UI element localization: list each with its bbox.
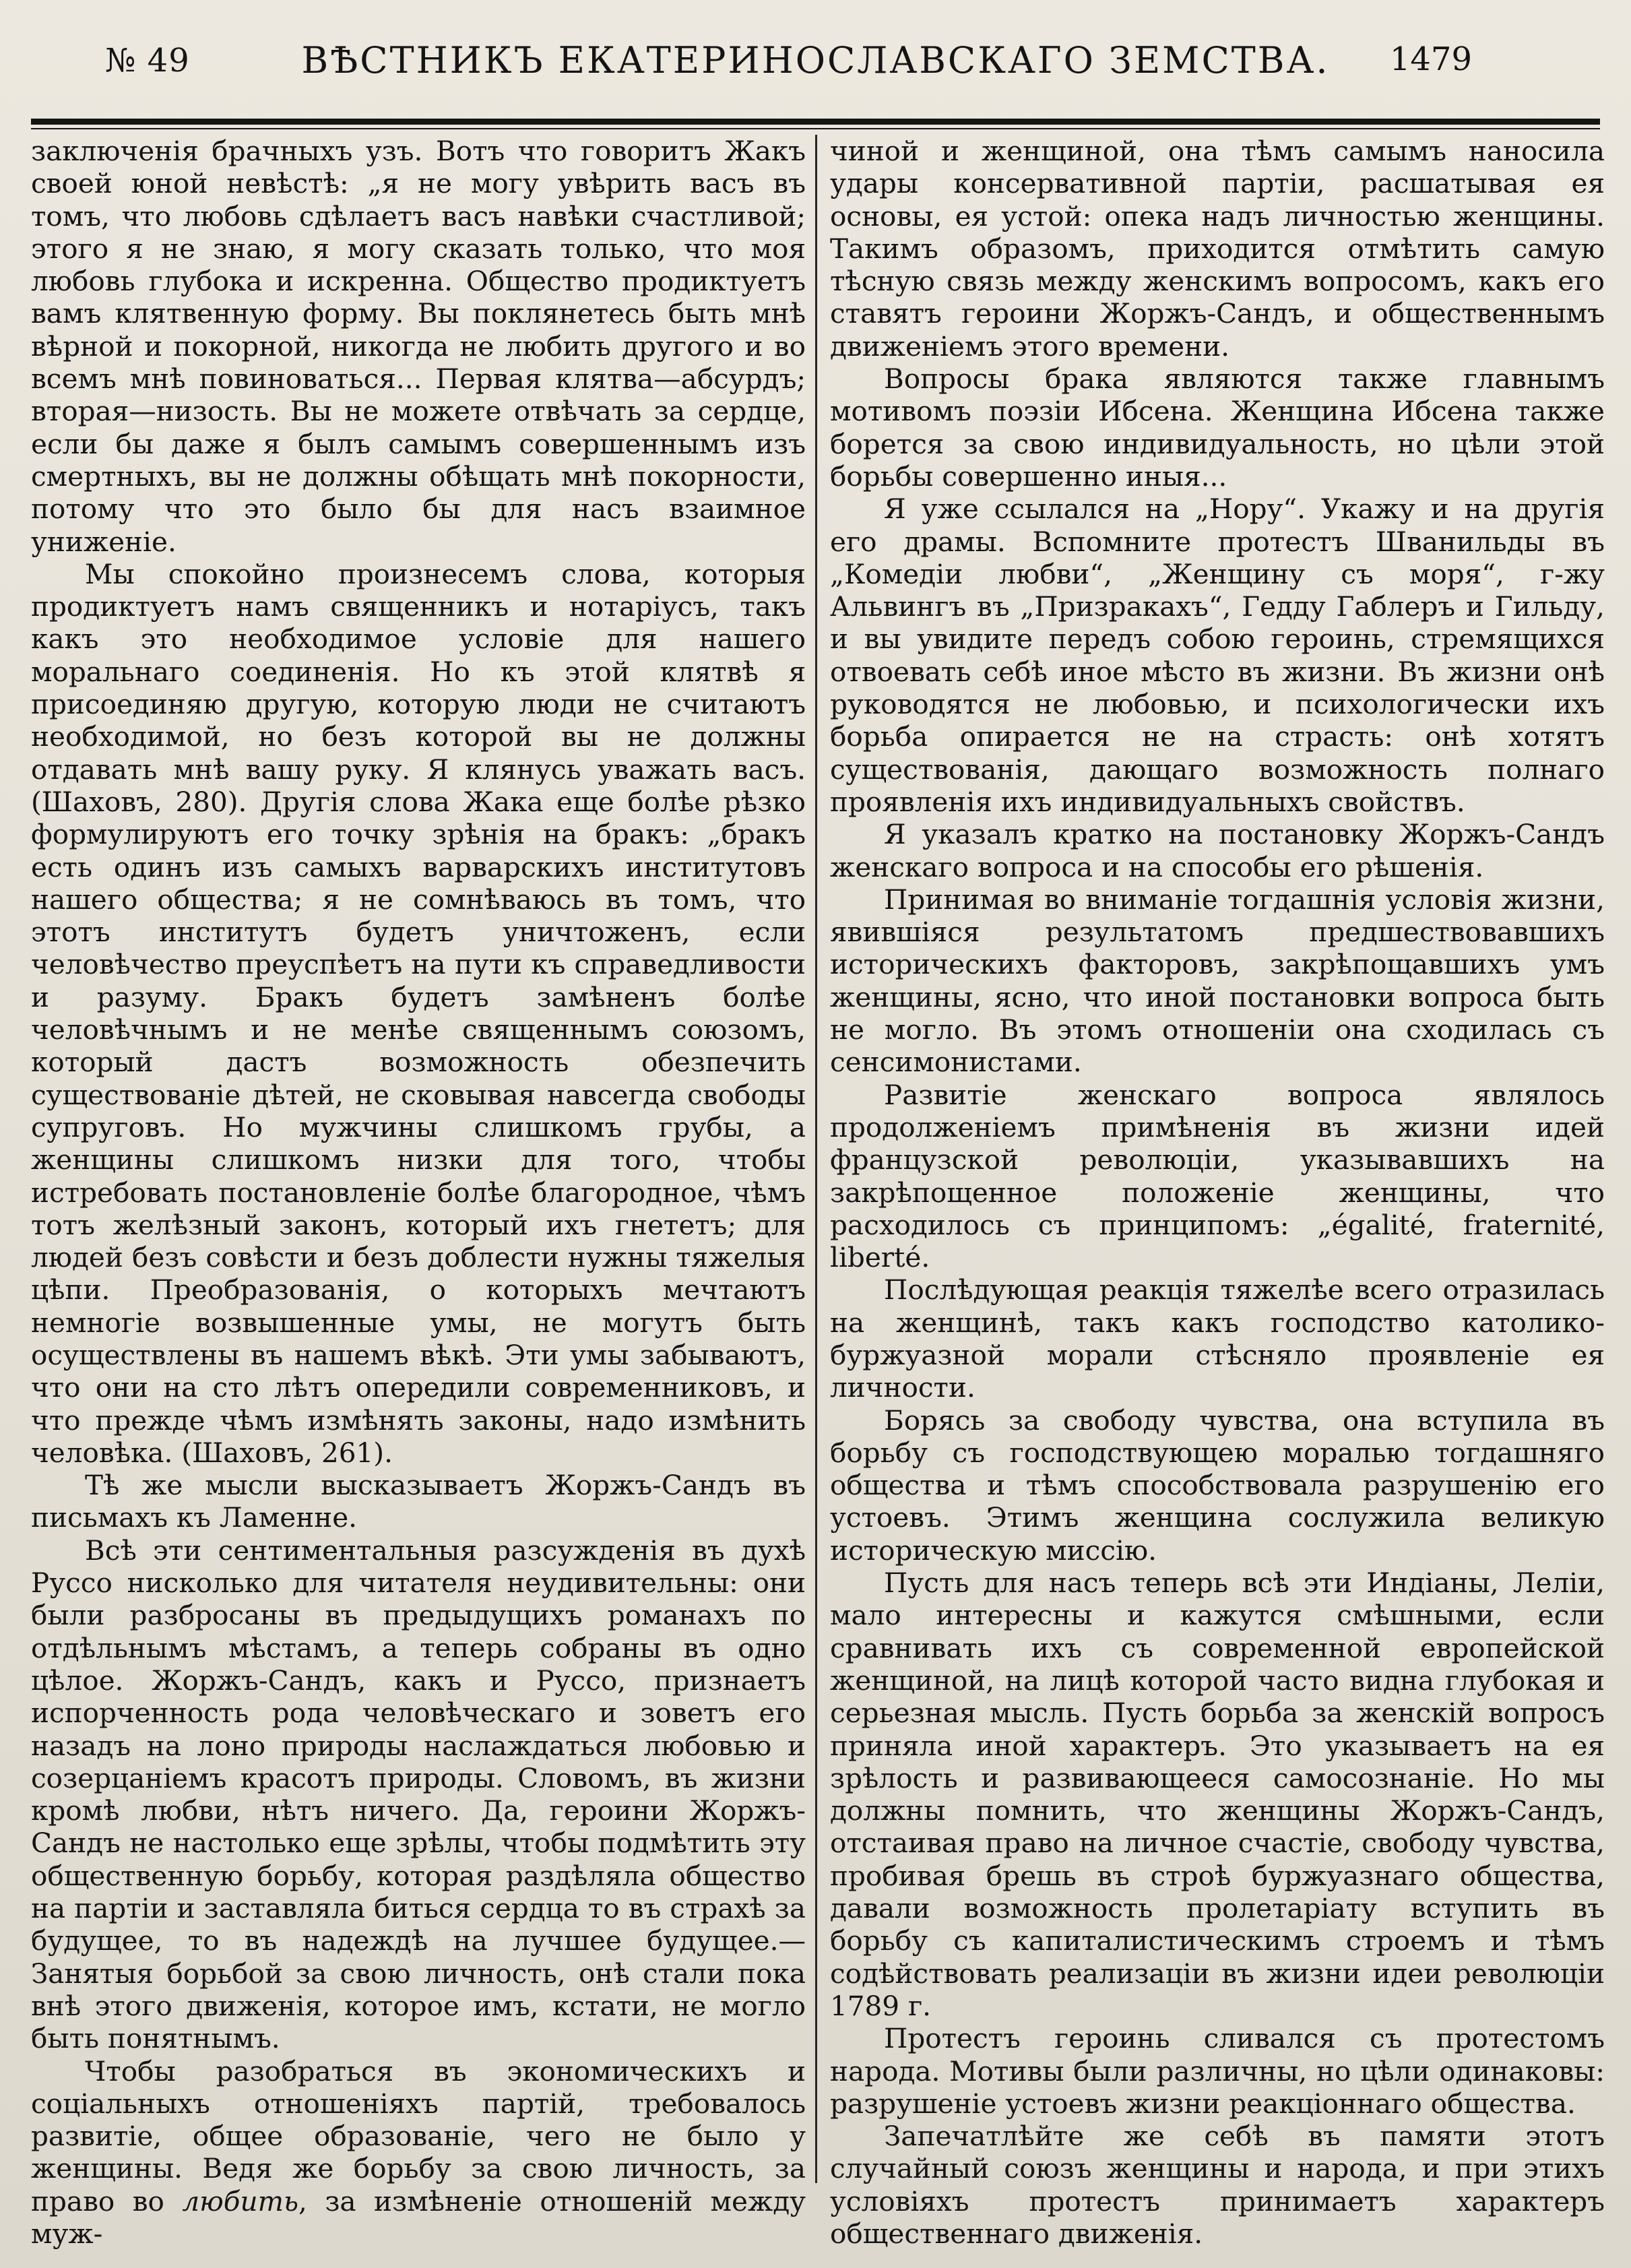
paragraph: [31, 2055, 806, 2250]
issue-number: № 49: [105, 42, 190, 80]
paragraph: Тѣ же мысли высказываетъ Жоржъ-Сандъ въ письмахъ къ Ламенне.: [31, 1469, 806, 1534]
paragraph: Развитіе женскаго вопроса являлось продолженіемъ примѣненія въ жизни идей французской революціи, указывавшихъ на закрѣпощенное положеніе женщины, что расходилось съ принципомъ: „égalité, fraternité, liberté.: [830, 1078, 1605, 1274]
paragraph: Я указалъ кратко на постановку Жоржъ-Сандъ женскаго вопроса и на способы его рѣшенія.: [830, 818, 1605, 883]
paragraph: Вопросы брака являются также главнымъ мотивомъ поэзіи Ибсена. Женщина Ибсена также борется за свою индивидуальность, но цѣли этой борьбы совершенно иныя...: [830, 363, 1605, 493]
column-divider: [815, 135, 817, 2183]
paragraph: Борясь за свободу чувства, она вступила въ борьбу съ господствующею моралью тогдашняго общества и тѣмъ способствовала разрушенію его устоевъ. Этимъ женщина сослужила великую историческую миссію.: [830, 1404, 1605, 1567]
header-rule-thick: [31, 119, 1600, 125]
left-column: [31, 135, 806, 2257]
paragraph: Пусть для насъ теперь всѣ эти Индіаны, Леліи, мало интересны и кажутся смѣшными, если сравнивать ихъ съ современной европейской женщиной, на лицѣ которой часто видна глубокая и серьезная мысль. Пусть борьба за женскій вопросъ приняла иной характеръ. Это указываетъ на ея зрѣлость и развивающееся самосознаніе. Но мы должны помнить, что женщины Жоржъ-Сандъ, отстаивая право на личное счастіе, свободу чувства, пробивая брешь въ строѣ буржуазнаго общества, давали возможность пролетаріату вступить въ борьбу съ капиталистическимъ строемъ и тѣмъ содѣйствовать реализаціи въ жизни идеи революціи 1789 г.: [830, 1567, 1605, 2022]
running-head: [31, 32, 1600, 93]
italic-word: любить: [182, 2184, 299, 2217]
paragraph: Послѣдующая реакція тяжелѣе всего отразилась на женщинѣ, такъ какъ господство католико-буржуазной морали стѣсняло проявленіе ея личности.: [830, 1273, 1605, 1404]
page-number: 1479: [1389, 40, 1472, 78]
paragraph: чиной и женщиной, она тѣмъ самымъ наносила удары консервативной партіи, расшатывая ея основы, ея устой: опека надъ личностью женщины. Такимъ образомъ, приходится отмѣтить самую тѣсную связь между женскимъ вопросомъ, какъ его ставятъ героини Жоржъ-Сандъ, и общественнымъ движеніемъ этого времени.: [830, 135, 1605, 363]
paragraph: Мы спокойно произнесемъ слова, которыя продиктуетъ намъ священникъ и нотаріусъ, такъ какъ это необходимое условіе для нашего моральнаго соединенія. Но къ этой клятвѣ я присоединяю другую, которую люди не считаютъ необходимой, но безъ которой вы не должны отдавать мнѣ вашу руку. Я клянусь уважать васъ. (Шаховъ, 280). Другія слова Жака еще болѣе рѣзко формулируютъ его точку зрѣнія на бракъ: „бракъ есть одинъ изъ самыхъ варварскихъ институтовъ нашего общества; я не сомнѣваюсь въ томъ, что этотъ институтъ будетъ уничтоженъ, если человѣчество преуспѣетъ на пути къ справедливости и разуму. Бракъ будетъ замѣненъ болѣе человѣчнымъ и не менѣе священнымъ союзомъ, который дастъ возможность обезпечить существованіе дѣтей, не сковывая навсегда свободы супруговъ. Но мужчины слишкомъ грубы, а женщины слишкомъ низки для того, чтобы истребовать постановленіе болѣе благородное, чѣмъ тотъ желѣзный законъ, который ихъ гнететъ; для людей безъ совѣсти и безъ доблести нужны тяжелыя цѣпи. Преобразованія, о которыхъ мечтаютъ немногіе возвышенные умы, не могутъ быть осуществлены въ нашемъ вѣкѣ. Эти умы забываютъ, что они на сто лѣтъ опередили современниковъ, и что прежде чѣмъ измѣнять законы, надо измѣнить человѣка. (Шаховъ, 261).: [31, 557, 806, 1469]
paragraph: Принимая во вниманіе тогдашнія условія жизни, явившіяся результатомъ предшествовавшихъ историческихъ факторовъ, закрѣпощавшихъ умъ женщины, ясно, что иной постановки вопроса быть не могло. Въ этомъ отношеніи она сходилась съ сенсимонистами.: [830, 883, 1605, 1079]
right-column: [830, 135, 1605, 2257]
paragraph: Я уже ссылался на „Нору“. Укажу и на другія его драмы. Вспомните протестъ Шванильды въ „Комедіи любви“, „Женщину съ моря“, г-жу Альвингъ въ „Призракахъ“, Гедду Габлеръ и Гильду, и вы увидите передъ собою героинь, стремящихся отвоевать себѣ иное мѣсто въ жизни. Въ жизни онѣ руководятся не любовью, и психологически ихъ борьба опирается не на страсть: онѣ хотятъ существованія, дающаго возможность полнаго проявленія ихъ индивидуальныхъ свойствъ.: [830, 493, 1605, 818]
journal-title: ВѢСТНИКЪ ЕКАТЕРИНОСЛАВСКАГО ЗЕМСТВА.: [301, 39, 1330, 82]
paragraph-text: Чтобы разобраться въ экономическихъ и соціальныхъ отношеніяхъ партій, требовалось развитіе, общее образованіе, чего не было у женщины. Ведя же борьбу за свою личность, за право: [31, 2054, 806, 2217]
header-rule-thin: [31, 128, 1600, 129]
paragraph: заключенія брачныхъ узъ. Вотъ что говоритъ Жакъ своей юной невѣстѣ: „я не могу увѣрить васъ въ томъ, что любовь сдѣлаетъ васъ навѣки счастливой; этого я не знаю, я могу сказать только, что моя любовь глубока и искренна. Общество продиктуетъ вамъ клятвенную форму. Вы поклянетесь быть мнѣ вѣрной и покорной, никогда не любить другого и во всемъ мнѣ повиноваться... Первая клятва—абсурдъ; вторая—низость. Вы не можете отвѣчать за сердце, если бы даже я былъ самымъ совершеннымъ изъ смертныхъ, вы не должны обѣщать мнѣ покорности, потому что это было бы для насъ взаимное униженіе.: [31, 135, 806, 558]
paragraph: Протестъ героинь сливался съ протестомъ народа. Мотивы были различны, но цѣли одинаковы: разрушеніе устоевъ жизни реакціоннаго общества.: [830, 2022, 1605, 2120]
paragraph: Запечатлѣйте же себѣ въ памяти этотъ случайный союзъ женщины и народа, и при этихъ условіяхъ протестъ принимаетъ характеръ общественнаго движенія.: [830, 2120, 1605, 2250]
paragraph: Всѣ эти сентиментальныя разсужденія въ духѣ Руссо нисколько для читателя неудивительны: они были разбросаны въ предыдущихъ романахъ по отдѣльнымъ мѣстамъ, а теперь собраны въ одно цѣлое. Жоржъ-Сандъ, какъ и Руссо, признаетъ испорченность рода человѣческаго и зоветъ его назадъ на лоно природы наслаждаться любовью и созерцаніемъ красотъ природы. Словомъ, въ жизни кромѣ любви, нѣтъ ничего. Да, героини Жоржъ-Сандъ не настолько еще зрѣлы, чтобы подмѣтить эту общественную борьбу, которая раздѣляла общество на партіи и заставляла биться сердца то въ страхѣ за будущее, то въ надеждѣ на лучшее будущее.—Занятыя борьбой за свою личность, онѣ стали пока внѣ этого движенія, которое имъ, кстати, не могло быть понятнымъ.: [31, 1534, 806, 2055]
text-run: , за измѣненіе отношеній между муж-: [31, 2184, 806, 2250]
text-run: во: [132, 2184, 183, 2217]
